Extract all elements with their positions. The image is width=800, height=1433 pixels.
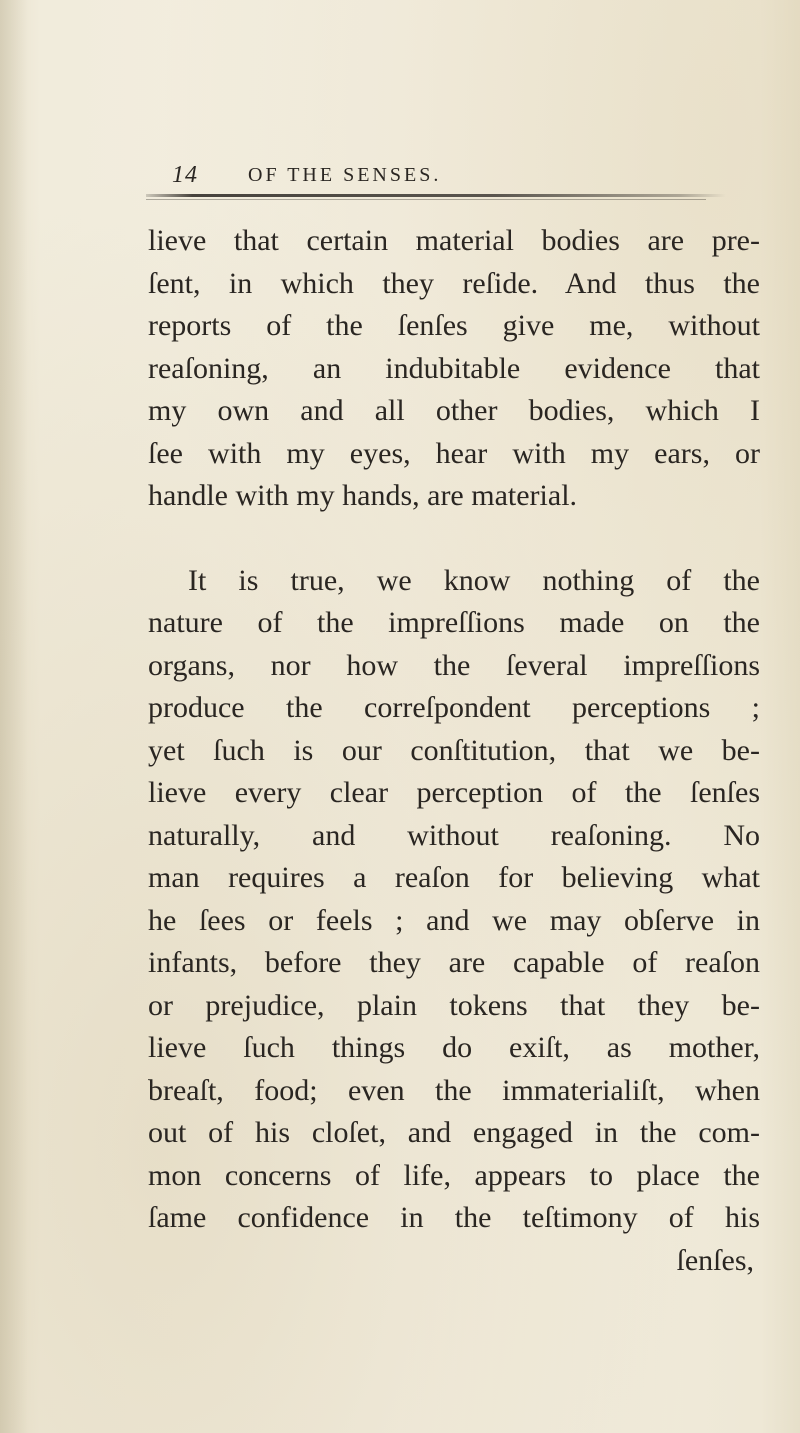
paragraph-1: [148, 220, 760, 518]
text-line: ſame confidence in the teſtimony of his: [148, 1201, 760, 1234]
text-line: out of his cloſet, and engaged in the com-: [148, 1116, 760, 1149]
text-line: reaſoning, an indubitable evidence that: [148, 351, 760, 385]
body-text: [148, 220, 760, 1282]
text-line: It is true, we know nothing of the: [188, 563, 760, 597]
text-line: man requires a reaſon for believing what: [148, 861, 760, 894]
text-line: reports of the ſenſes give me, without: [148, 309, 760, 342]
text-line: yet ſuch is our conſtitution, that we be-: [148, 733, 760, 767]
paragraph-2: [148, 560, 760, 1240]
text-line: he ſees or feels ; and we may obſerve in: [148, 903, 760, 937]
text-line: lieve ſuch things do exiſt, as mother,: [148, 1031, 760, 1064]
running-head: OF THE SENSES.: [248, 164, 442, 186]
text-line: lieve that certain material bodies are pre-: [148, 224, 760, 257]
catchword: ſenſes,: [676, 1243, 754, 1277]
text-line: ſee with my eyes, hear with my ears, or: [148, 436, 760, 470]
text-line: infants, before they are capable of reaſon: [148, 946, 760, 979]
header-rule-thin: [146, 199, 706, 200]
text-line: my own and all other bodies, which I: [148, 394, 760, 427]
text-line: lieve every clear perception of the ſenſes: [148, 776, 760, 809]
text-line: breaſt, food; even the immaterialiſt, when: [148, 1073, 760, 1107]
text-line: nature of the impreſſions made on the: [148, 606, 760, 639]
page-number: 14: [172, 162, 198, 188]
text-line: handle with my hands, are material.: [148, 479, 578, 512]
paragraph-gap: [148, 518, 760, 560]
text-line: produce the correſpondent perceptions ;: [148, 691, 760, 724]
text-line: or prejudice, plain tokens that they be-: [148, 988, 760, 1022]
page-fold-shadow: [0, 0, 28, 1433]
text-line: ſent, in which they reſide. And thus the: [148, 266, 760, 300]
text-line: organs, nor how the ſeveral impreſſions: [148, 648, 760, 682]
header-rule: [146, 194, 726, 197]
text-line: naturally, and without reaſoning. No: [148, 818, 760, 852]
text-line: mon concerns of life, appears to place the: [148, 1158, 760, 1192]
